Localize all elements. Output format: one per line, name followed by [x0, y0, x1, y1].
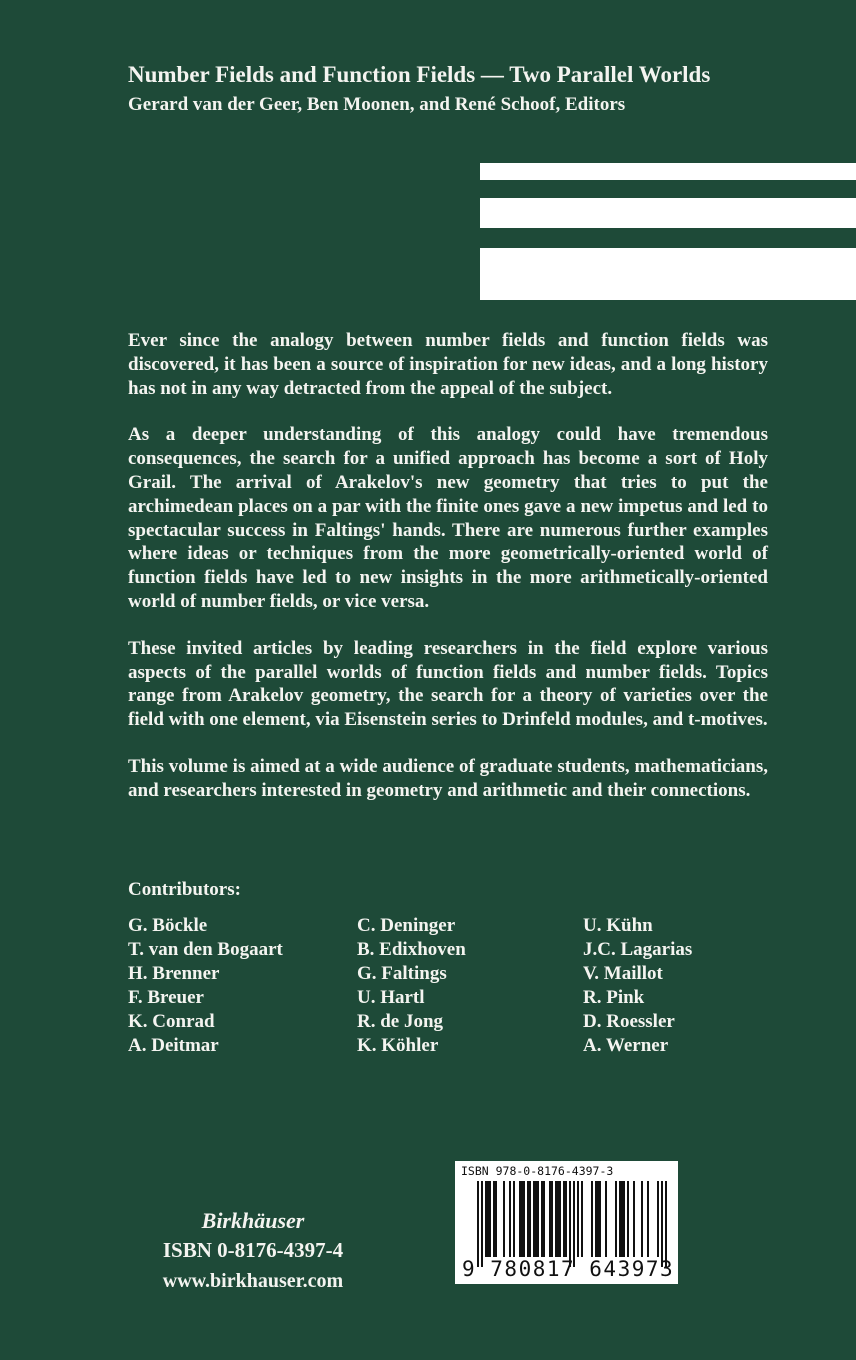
- barcode-bar: [537, 1181, 539, 1257]
- barcode-bar: [487, 1181, 489, 1257]
- barcode-bar: [533, 1181, 535, 1257]
- decorative-stripe: [480, 163, 856, 180]
- barcode-bar: [529, 1181, 531, 1257]
- barcode-bar: [527, 1181, 529, 1257]
- barcode-bar: [665, 1181, 667, 1267]
- contributor-name: A. Werner: [583, 1035, 669, 1056]
- contributor-name: F. Breuer: [128, 987, 204, 1008]
- barcode-bar: [519, 1181, 521, 1257]
- publisher-url: www.birkhauser.com: [162, 1270, 344, 1292]
- barcode-bar: [503, 1181, 505, 1257]
- barcode-bar: [485, 1181, 487, 1257]
- barcode-bar: [599, 1181, 601, 1257]
- contributor-name: U. Kühn: [583, 915, 653, 936]
- contributor-name: R. Pink: [583, 987, 645, 1008]
- barcode-bar: [647, 1181, 649, 1257]
- contributor-name: K. Conrad: [128, 1011, 215, 1032]
- publisher-block: [142, 1207, 364, 1296]
- barcode-bar: [495, 1181, 497, 1257]
- book-editors: Gerard van der Geer, Ben Moonen, and René Schoof, Editors: [128, 94, 626, 115]
- barcode-bar: [605, 1181, 607, 1257]
- contributor-name: J.C. Lagarias: [583, 939, 693, 960]
- barcode-bar: [577, 1181, 579, 1257]
- contributor-name: C. Deninger: [357, 915, 456, 936]
- barcode-isbn-label: ISBN 978-0-8176-4397-3: [461, 1164, 614, 1178]
- barcode-bar: [513, 1181, 515, 1257]
- barcode-bar: [581, 1181, 583, 1257]
- contributors-column: [583, 914, 692, 1058]
- book-description: [128, 329, 768, 803]
- barcode-bar: [573, 1181, 575, 1267]
- contributor-name: G. Faltings: [357, 963, 447, 984]
- barcode-bar: [621, 1181, 623, 1257]
- barcode-bar: [489, 1181, 491, 1257]
- barcode-bar: [633, 1181, 635, 1257]
- barcode-digits: 9 780817 643973: [462, 1257, 675, 1281]
- contributor-name: V. Maillot: [583, 963, 663, 984]
- contributor-name: H. Brenner: [128, 963, 220, 984]
- decorative-stripe: [480, 248, 856, 300]
- book-title: Number Fields and Function Fields — Two Parallel Worlds: [128, 62, 711, 87]
- barcode-bar: [551, 1181, 553, 1257]
- barcode-bar: [481, 1181, 483, 1267]
- barcode-bar: [535, 1181, 537, 1257]
- contributor-name: R. de Jong: [357, 1011, 444, 1032]
- contributor-name: U. Hartl: [357, 987, 425, 1008]
- contributor-name: G. Böckle: [128, 915, 208, 936]
- contributors-column: [357, 914, 466, 1058]
- barcode-bar: [541, 1181, 543, 1257]
- barcode-bar: [615, 1181, 617, 1257]
- barcode-bar: [563, 1181, 565, 1257]
- barcode-bar: [549, 1181, 551, 1257]
- description-paragraph: As a deeper understanding of this analogy could have tremendous consequences, the search for a unified approach has become a sort of Holy Grail. The arrival of Arakelov's new geometry that tries to put the archimedean places on a par with the finite ones gave a new impetus and led to spectacular success in Faltings' hands. There are numerous further examples where ideas or techniques from the more geometrically-oriented world of function fields have led to new insights in the more arithmetically-oriented world of number fields, or vice versa.: [128, 424, 768, 612]
- description-paragraph: These invited articles by leading researchers in the field explore various aspects of the parallel worlds of function fields and number fields. Topics range from Arakelov geometry, the search for a theory of varieties over the field with one element, via Eisenstein series to Drinfeld modules, and t-motives.: [128, 637, 768, 731]
- contributor-name: D. Roessler: [583, 1011, 675, 1032]
- barcode-bar: [595, 1181, 597, 1257]
- barcode-bar: [619, 1181, 621, 1257]
- contributor-name: B. Edixhoven: [357, 939, 466, 960]
- description-paragraph: This volume is aimed at a wide audience of graduate students, mathematicians, and researchers interested in geometry and arithmetic and their connections.: [128, 755, 768, 801]
- barcode-bar: [555, 1181, 557, 1257]
- contributors-column: [128, 914, 283, 1058]
- barcode-bar: [641, 1181, 643, 1257]
- barcode-bar: [565, 1181, 567, 1257]
- barcode-bar: [543, 1181, 545, 1257]
- barcode-bar: [623, 1181, 625, 1257]
- contributor-name: K. Köhler: [357, 1035, 439, 1056]
- barcode-bar: [569, 1181, 571, 1267]
- publisher-name: Birkhäuser: [201, 1208, 305, 1233]
- barcode-bar: [557, 1181, 559, 1257]
- barcode-bar: [523, 1181, 525, 1257]
- barcode-bar: [493, 1181, 495, 1257]
- contributor-name: A. Deitmar: [128, 1035, 219, 1056]
- decorative-stripe: [480, 198, 856, 228]
- barcode-bar: [657, 1181, 659, 1257]
- barcode-bar: [661, 1181, 663, 1267]
- barcode-bar: [597, 1181, 599, 1257]
- barcode-bar: [559, 1181, 561, 1257]
- barcode-bar: [591, 1181, 593, 1257]
- description-paragraph: Ever since the analogy between number fields and function fields was discovered, it has been a source of inspiration for new ideas, and a long history has not in any way detracted from the appeal of the subject.: [128, 330, 768, 399]
- contributors-heading: Contributors:: [128, 879, 241, 900]
- barcode-bar: [521, 1181, 523, 1257]
- barcode-bar: [627, 1181, 629, 1257]
- barcode-bar: [477, 1181, 479, 1267]
- isbn-barcode: [455, 1161, 678, 1284]
- publisher-isbn: ISBN 0-8176-4397-4: [162, 1238, 344, 1262]
- contributor-name: T. van den Bogaart: [128, 939, 283, 960]
- barcode-bar: [509, 1181, 511, 1257]
